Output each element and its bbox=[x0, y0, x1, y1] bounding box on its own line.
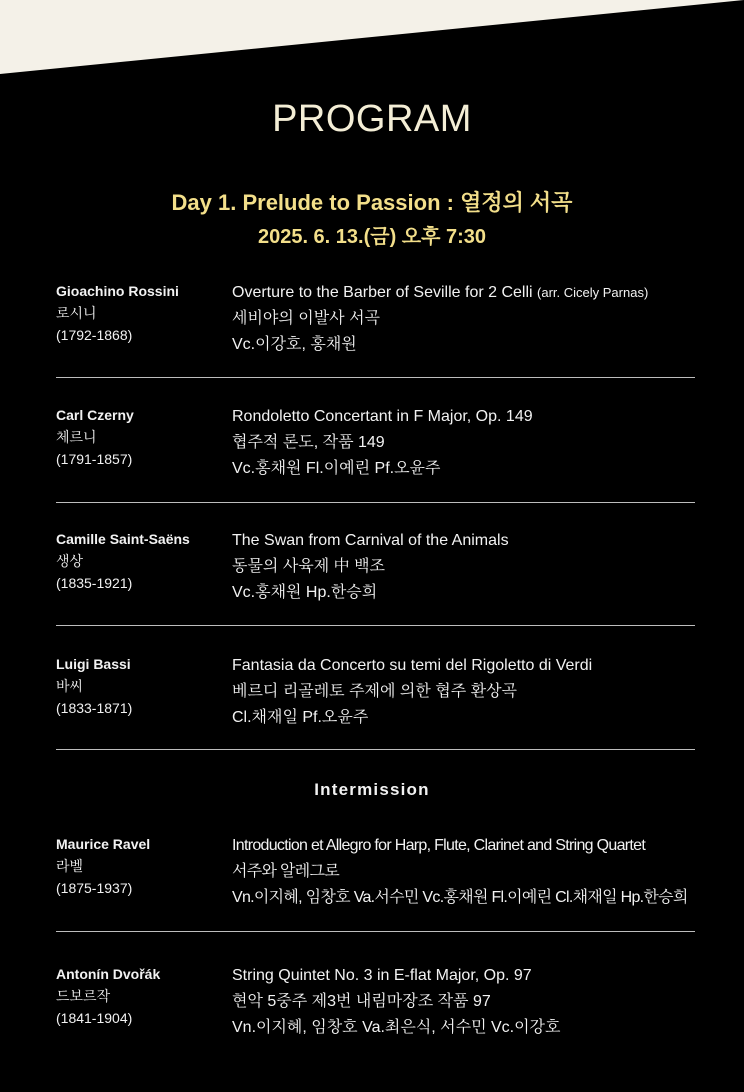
composer-years: (1841-1904) bbox=[56, 1010, 133, 1026]
piece-info bbox=[232, 528, 702, 606]
page-title: PROGRAM bbox=[272, 98, 472, 140]
divider bbox=[56, 377, 695, 378]
piece-title: Introduction et Allegro for Harp, Flute, Clarinet and String Quartet bbox=[232, 837, 646, 854]
piece-title-ko: 서주와 알레그로 bbox=[232, 863, 340, 880]
composer-years: (1875-1937) bbox=[56, 880, 133, 896]
composer-info bbox=[56, 528, 226, 594]
composer-name-en: Antonín Dvořák bbox=[56, 966, 161, 982]
composer-info bbox=[56, 404, 226, 470]
divider bbox=[56, 502, 695, 503]
composer-name-ko: 생상 bbox=[56, 553, 84, 569]
piece-title-ko: 협주적 론도, 작품 149 bbox=[232, 434, 385, 451]
piece-arrangement-note: (arr. Cicely Parnas) bbox=[537, 285, 649, 300]
composer-years: (1792-1868) bbox=[56, 327, 133, 343]
composer-years: (1833-1871) bbox=[56, 700, 133, 716]
piece-title: The Swan from Carnival of the Animals bbox=[232, 532, 509, 549]
piece-performers: Vn.이지혜, 임창호 Va.최은식, 서수민 Vc.이강호 bbox=[232, 1019, 561, 1036]
divider bbox=[56, 625, 695, 626]
composer-name-en: Luigi Bassi bbox=[56, 656, 131, 672]
piece-title-ko: 베르디 리골레토 주제에 의한 협주 환상곡 bbox=[232, 683, 517, 700]
piece-title: Fantasia da Concerto su temi del Rigoletto di Verdi bbox=[232, 657, 593, 674]
composer-name-ko: 로시니 bbox=[56, 305, 97, 321]
composer-name-en: Maurice Ravel bbox=[56, 836, 151, 852]
composer-name-en: Camille Saint-Saëns bbox=[56, 531, 190, 547]
day-heading: Day 1. Prelude to Passion : 열정의 서곡 bbox=[171, 190, 573, 215]
piece-title: String Quintet No. 3 in E-flat Major, Op. 97 bbox=[232, 967, 532, 984]
composer-name-ko: 라벨 bbox=[56, 858, 84, 874]
composer-name-ko: 바씨 bbox=[56, 678, 84, 694]
composer-name-en: Carl Czerny bbox=[56, 407, 134, 423]
piece-title-ko: 현악 5중주 제3번 내림마장조 작품 97 bbox=[232, 993, 491, 1010]
composer-name-ko: 드보르작 bbox=[56, 988, 111, 1004]
piece-info bbox=[232, 280, 702, 358]
piece-performers: Cl.채재일 Pf.오윤주 bbox=[232, 709, 369, 726]
divider bbox=[56, 931, 695, 932]
piece-info bbox=[232, 833, 702, 911]
piece-performers: Vc.홍채원 Fl.이예린 Pf.오윤주 bbox=[232, 460, 441, 477]
composer-name-en: Gioachino Rossini bbox=[56, 283, 179, 299]
composer-info bbox=[56, 963, 226, 1029]
piece-title: Rondoletto Concertant in F Major, Op. 149 bbox=[232, 408, 533, 425]
piece-title: Overture to the Barber of Seville for 2 Celli bbox=[232, 284, 533, 301]
piece-performers: Vc.이강호, 홍채원 bbox=[232, 336, 357, 353]
piece-performers: Vn.이지혜, 임창호 Va.서수민 Vc.홍채원 Fl.이예린 Cl.채재일 Hp.한승희 bbox=[232, 889, 688, 906]
composer-info bbox=[56, 833, 226, 899]
top-corner-shape bbox=[0, 0, 744, 80]
divider bbox=[56, 749, 695, 750]
composer-name-ko: 체르니 bbox=[56, 429, 97, 445]
piece-info bbox=[232, 404, 702, 482]
composer-info bbox=[56, 280, 226, 346]
composer-years: (1791-1857) bbox=[56, 451, 133, 467]
intermission-label: Intermission bbox=[314, 780, 430, 799]
piece-title-ko: 세비야의 이발사 서곡 bbox=[232, 310, 380, 327]
composer-info bbox=[56, 653, 226, 719]
piece-title-line bbox=[232, 280, 702, 306]
piece-performers: Vc.홍채원 Hp.한승희 bbox=[232, 584, 378, 601]
concert-date: 2025. 6. 13.(금) 오후 7:30 bbox=[257, 226, 487, 248]
piece-info bbox=[232, 653, 702, 731]
piece-info bbox=[232, 963, 702, 1041]
piece-title-ko: 동물의 사육제 中 백조 bbox=[232, 558, 385, 575]
composer-years: (1835-1921) bbox=[56, 575, 133, 591]
